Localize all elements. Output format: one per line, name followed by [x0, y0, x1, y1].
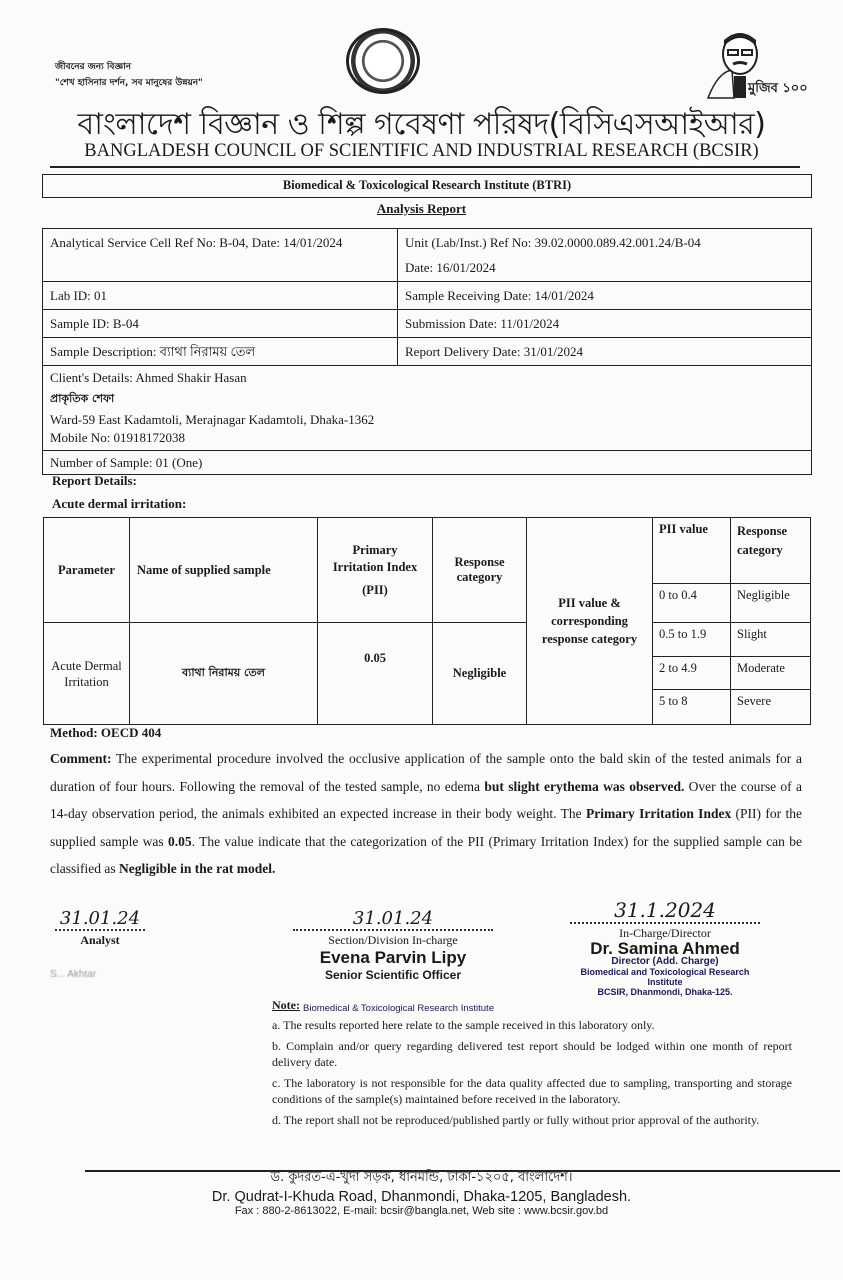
- header-divider: [50, 166, 800, 168]
- info-row: [43, 282, 812, 310]
- comment-bold: Negligible in the rat model.: [118, 861, 276, 876]
- client-address: Ward-59 East Kadamtoli, Merajnagar Kadamtoli, Dhaka-1362: [50, 412, 375, 427]
- service-ref: Analytical Service Cell Ref No: B-04, Date: 14/01/2024: [43, 229, 398, 282]
- section-officer-title: Senior Scientific Officer: [324, 968, 462, 982]
- client-mobile: Mobile No: 01918172038: [50, 430, 186, 445]
- sample-id: Sample ID: B-04: [43, 310, 398, 338]
- footer-address-english: Dr. Qudrat-I-Khuda Road, Dhanmondi, Dhaka-1205, Bangladesh.: [211, 1189, 632, 1205]
- unit-ref-cell: [398, 229, 812, 282]
- comment: [50, 745, 802, 883]
- scale-range: 2 to 4.9: [653, 657, 731, 690]
- comment-text: . The value indicate that the categorization of the PII (Primary Irritation Index) for the supplied sample can be classified as: [50, 833, 802, 876]
- scale-header-pii: PII value: [653, 518, 731, 584]
- header-parameter: Parameter: [44, 518, 130, 623]
- note-heading: Note:: [272, 998, 300, 1012]
- section-signature: 31.01.24: [352, 908, 434, 929]
- method: Method: OECD 404: [50, 725, 162, 740]
- director-stamp-institute: Biomedical and Toxicological Research Institute: [580, 967, 750, 987]
- scale-range: 0 to 0.4: [653, 584, 731, 623]
- info-row: [43, 338, 812, 366]
- header-pii: [318, 518, 433, 623]
- scale-header-response: Response category: [731, 518, 811, 584]
- header-sample-name: Name of supplied sample: [130, 518, 318, 623]
- delivery-date: Report Delivery Date: 31/01/2024: [398, 338, 812, 366]
- header-pii-line1: Primary: [352, 542, 398, 557]
- sample-info-table: [42, 228, 812, 475]
- number-of-sample: Number of Sample: 01 (One): [43, 451, 812, 475]
- mujib-100-text: মুজিব ১০০: [748, 81, 808, 96]
- title-english: BANGLADESH COUNCIL OF SCIENTIFIC AND INDUSTRIAL RESEARCH (BCSIR): [84, 141, 759, 161]
- header-response: Response category: [433, 518, 527, 623]
- note-item: c. The laboratory is not responsible for the data quality affected due to sampling, transporting and storage conditions of the sample(s) maintained before received in the laboratory.: [272, 1076, 792, 1106]
- analyst-signature-block: [55, 908, 145, 948]
- bcsir-seal-logo: [346, 28, 420, 94]
- analyst-faded-stamp: S... Akhtar: [50, 969, 97, 980]
- unit-date: Date: 16/01/2024: [405, 260, 496, 275]
- comment-text: The experimental procedure involved the occlusive application of the sample onto the bald skin of the tested animals for a duration of four hours. Following the removal of the tested sample, no edema: [50, 751, 802, 794]
- header-pii-line3: (PII): [362, 582, 388, 597]
- client-details: [43, 366, 812, 451]
- tagline-line1: জীবনের জন্য বিজ্ঞান: [55, 62, 132, 72]
- tagline: [55, 57, 203, 93]
- comment-bold: 0.05: [167, 833, 192, 849]
- scale-category: Negligible: [731, 584, 811, 623]
- scale-label: PII value & corresponding response category: [527, 518, 653, 725]
- institute-name: Biomedical & Toxicological Research Institute (BTRI): [42, 174, 812, 198]
- scale-category: Severe: [731, 690, 811, 725]
- footer: [0, 1168, 843, 1217]
- signature-line: [570, 922, 760, 924]
- report-title: Analysis Report: [376, 201, 467, 216]
- receiving-date: Sample Receiving Date: 14/01/2024: [398, 282, 812, 310]
- unit-ref: Unit (Lab/Inst.) Ref No: 39.02.0000.089.42.001.24/B-04: [405, 235, 701, 250]
- footer-address-bengali: ড. কুদরত-এ-খুদা সড়ক, ধানমন্ডি, ঢাকা-১২০৫, বাংলাদেশ।: [270, 1170, 573, 1185]
- section-officer-name: Evena Parvin Lipy: [319, 948, 467, 967]
- comment-bold: but slight erythema was observed.: [484, 778, 685, 794]
- director-signature: 31.1.2024: [614, 898, 716, 922]
- comment-bold: Primary Irritation Index: [586, 806, 732, 821]
- results-data-row: [44, 623, 811, 657]
- director-role: In-Charge/Director: [619, 926, 711, 940]
- header-pii-line2: Irritation Index: [332, 559, 418, 574]
- comment-text: (PII) for the supplied sample was: [50, 806, 802, 849]
- section-stamp-institute: Biomedical & Toxicological Research Institute: [303, 1003, 494, 1014]
- director-title: Director (Add. Charge): [611, 956, 719, 967]
- comment-text: Over the course of a 14-day observation period, the animals exhibited an expected increase in their body weight. The: [50, 778, 803, 821]
- signature-line: [55, 929, 145, 931]
- director-signature-block: [570, 898, 760, 997]
- section-signature-block: [293, 908, 493, 982]
- tagline-line2: "শেখ হাসিনার দর্শন, সব মানুষের উন্নয়ন": [55, 78, 203, 88]
- info-row: [43, 451, 812, 475]
- analyst-signature: 31.01.24: [59, 908, 141, 929]
- note-item: b. Complain and/or query regarding delivered test report should be lodged within one month of report delivery date.: [272, 1039, 792, 1069]
- row-pii-value: 0.05: [318, 623, 433, 725]
- results-table: [43, 517, 811, 725]
- row-parameter: Acute Dermal Irritation: [44, 623, 130, 725]
- test-label: Acute dermal irritation:: [52, 496, 187, 511]
- scale-category: Slight: [731, 623, 811, 657]
- mujib-100-logo: [700, 32, 830, 102]
- note-item: a. The results reported here relate to the sample received in this laboratory only.: [272, 1018, 655, 1032]
- footer-contact: Fax : 880-2-8613022, E-mail: bcsir@bangla.net, Web site : www.bcsir.gov.bd: [234, 1205, 609, 1217]
- client-organization: প্রাকৃতিক শেফা: [50, 392, 115, 405]
- notes-list: [272, 1017, 792, 1133]
- info-row: [43, 310, 812, 338]
- info-row: [43, 229, 812, 282]
- lab-id: Lab ID: 01: [43, 282, 398, 310]
- row-sample-name: ব্যাথা নিরাময় তেল: [130, 623, 318, 725]
- director-stamp-address: BCSIR, Dhanmondi, Dhaka-125.: [597, 987, 733, 997]
- sample-description: Sample Description: ব্যাথা নিরাময় তেল: [43, 338, 398, 366]
- director-name: Dr. Samina Ahmed: [590, 939, 740, 958]
- results-header-row: [44, 518, 811, 584]
- info-row: [43, 366, 812, 451]
- note-item: d. The report shall not be reproduced/published partly or fully without prior approval of the authority.: [272, 1113, 760, 1127]
- title-bengali: বাংলাদেশ বিজ্ঞান ও শিল্প গবেষণা পরিষদ(বিসিএসআইআর): [77, 107, 766, 142]
- report-details-label: Report Details:: [52, 473, 137, 488]
- client-name: Client's Details: Ahmed Shakir Hasan: [50, 370, 247, 385]
- signature-line: [293, 929, 493, 931]
- analyst-role: Analyst: [80, 933, 120, 947]
- scale-category: Moderate: [731, 657, 811, 690]
- row-response-category: Negligible: [433, 623, 527, 725]
- section-role: Section/Division In-charge: [328, 933, 458, 947]
- scale-range: 5 to 8: [653, 690, 731, 725]
- scale-range: 0.5 to 1.9: [653, 623, 731, 657]
- submission-date: Submission Date: 11/01/2024: [398, 310, 812, 338]
- comment-label: Comment:: [50, 751, 112, 766]
